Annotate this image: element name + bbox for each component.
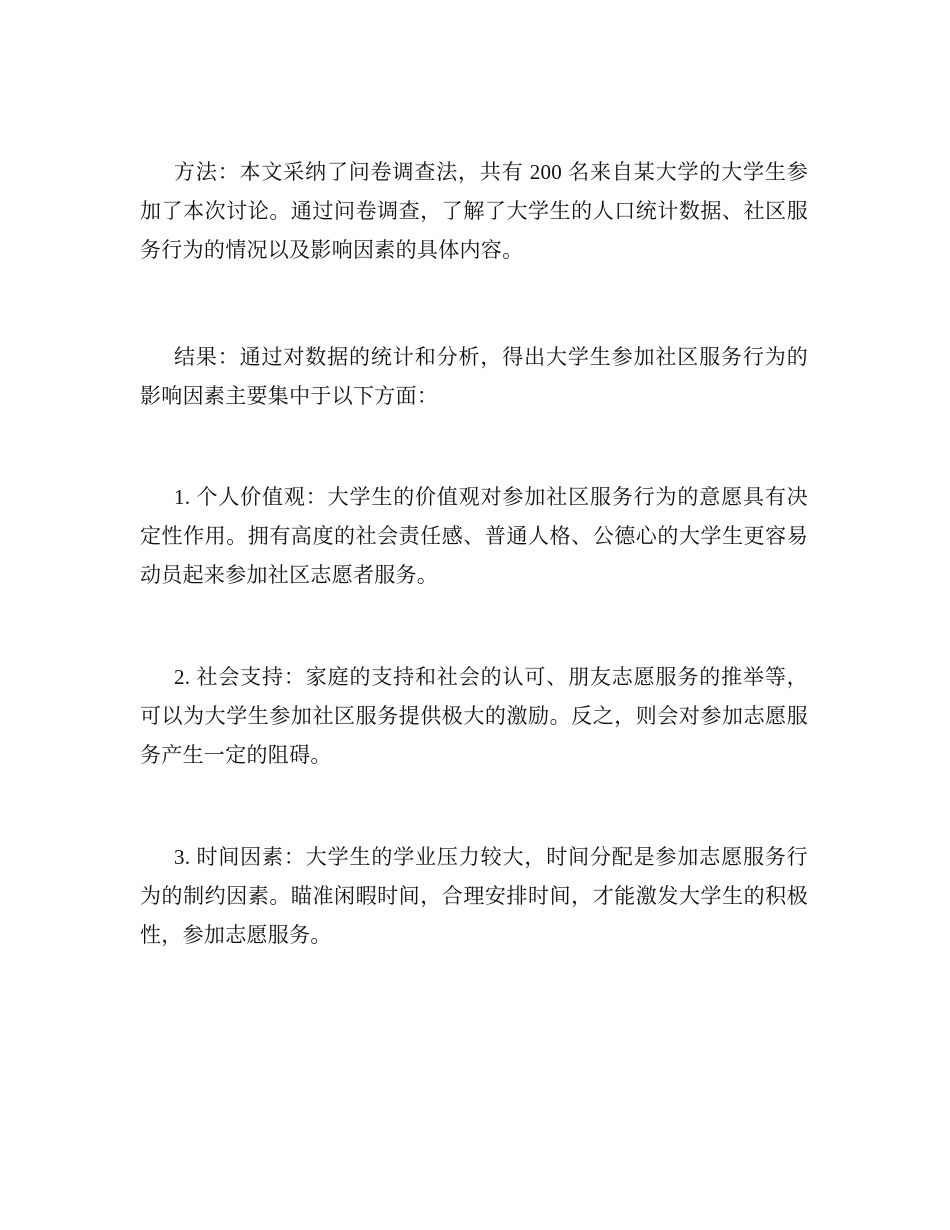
paragraph-methods: 方法：本文采纳了问卷调查法，共有 200 名来自某大学的大学生参加了本次讨论。通过问卷调查，了解了大学生的人口统计数据、社区服务行为的情况以及影响因素的具体内容。 — [140, 160, 808, 262]
paragraph-factor-social-support: 2. 社会支持：家庭的支持和社会的认可、朋友志愿服务的推举等，可以为大学生参加社区服务提供极大的激励。反之，则会对参加志愿服务产生一定的阻碍。 — [140, 665, 808, 767]
paragraph-factor-time: 3. 时间因素：大学生的学业压力较大，时间分配是参加志愿服务行为的制约因素。瞄准闲暇时间，合理安排时间，才能激发大学生的积极性，参加志愿服务。 — [140, 845, 808, 947]
paragraph-results: 结果：通过对数据的统计和分析，得出大学生参加社区服务行为的影响因素主要集中于以下方面： — [140, 345, 808, 408]
paragraph-factor-values: 1. 个人价值观：大学生的价值观对参加社区服务行为的意愿具有决定性作用。拥有高度的社会责任感、普通人格、公德心的大学生更容易动员起来参加社区志愿者服务。 — [140, 485, 808, 587]
